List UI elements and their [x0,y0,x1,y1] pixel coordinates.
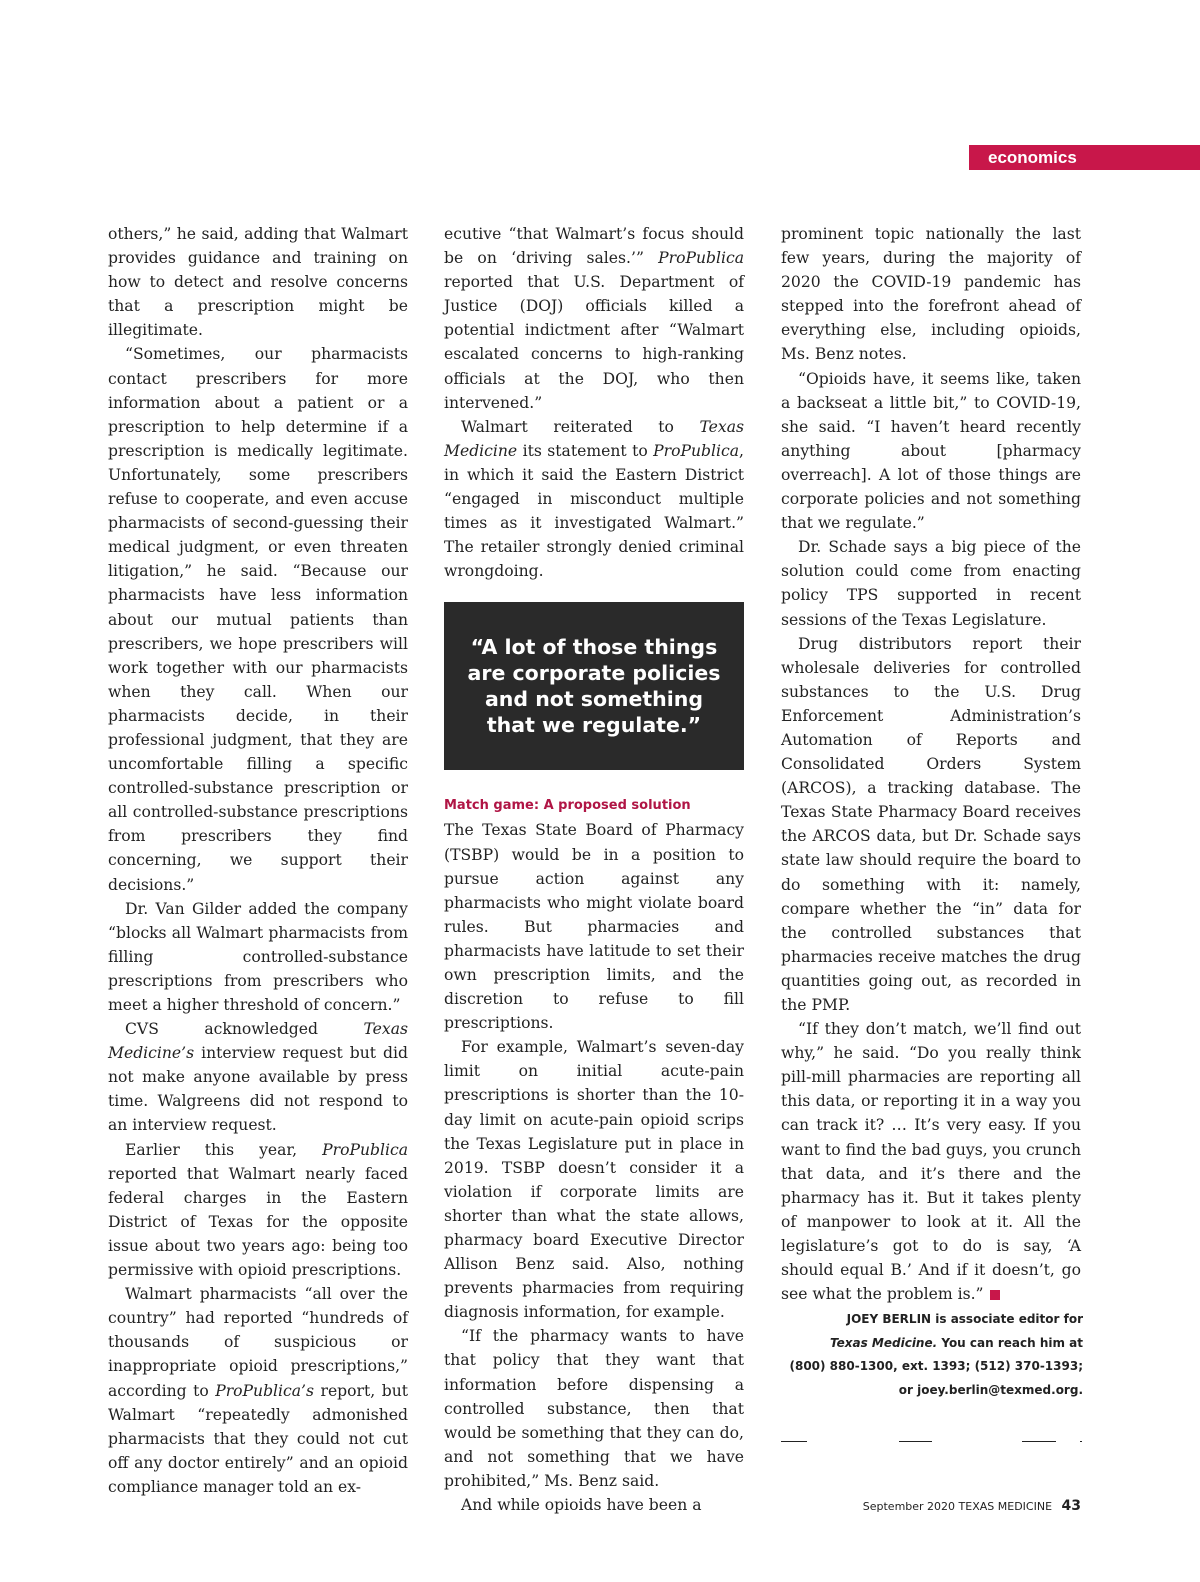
bio-line: Texas Medicine. You can reach him at [829,1335,1083,1350]
article-column-3 [781,222,1081,1306]
end-mark-icon [990,1290,1000,1300]
article-column-1 [108,222,408,1499]
paragraph: The Texas State Board of Pharmacy (TSBP) would be in a position to pursue action against any pharmacists who might violate board rules. But pharmacies and pharmacists have latitude to set their own prescription limits, and the discretion to refuse to fill prescriptions. [444,821,744,1033]
paragraph: “If they don’t match, we’ll find out why,” he said. “Do you really think pill-mill pharmacies are reporting all this data, or reporting it in a way you can track it? … It’s very easy. If you want to find the bad guys, you crunch that data, and it’s there and the pharmacy has it. But it takes plenty of manpower to look at it. All the legislature’s got to do is say, ‘A should equal B.’ And if it doesn’t, go see what the problem is.” [781,1020,1081,1304]
divider [781,1441,807,1442]
paragraph: Dr. Van Gilder added the company “blocks all Walmart pharmacists from filling controlled-substance prescriptions from prescribers who meet a higher threshold of concern.” [108,899,408,1014]
divider [1080,1441,1082,1442]
paragraph: For example, Walmart’s seven-day limit on initial acute-pain prescriptions is shorter than the 10-day limit on acute-pain opioid scrips the Texas Legislature put in place in 2019. TSBP doesn’t consider it a violation if corporate limits are shorter than what the state allows, pharmacy board Executive Director Allison Benz said. Also, nothing prevents pharmacies from requiring diagnosis information, for example. [444,1038,744,1322]
footer-date: September 2020 [862,1500,956,1513]
paragraph: ecutive “that Walmart’s focus should be on ‘driving sales.’” ProPublica reported that U.S. Department of Justice (DOJ) officials killed a potential indictment after “Walmart escalated concerns to high-ranking officials at the DOJ, who then intervened.” [444,225,744,412]
paragraph: CVS acknowledged Texas Medicine’s interview request but did not make anyone available by press time. Walgreens did not respond to an interview request. [108,1020,408,1135]
page-footer [863,1498,1081,1514]
pull-quote-text: “A lot of those things are corporate policies and not something that we regulate.” [467,635,721,738]
bio-line: or joey.berlin@texmed.org. [898,1382,1083,1397]
paragraph: others,” he said, adding that Walmart provides guidance and training on how to detect and resolve concerns that a prescription might be illegitimate. [108,225,408,340]
paragraph: “If the pharmacy wants to have that policy that they want that information before dispensing a controlled substance, then that would be something that they can do, and not something that we have prohibited,” Ms. Benz said. [444,1327,744,1490]
paragraph: “Opioids have, it seems like, taken a backseat a little bit,” to COVID-19, she said. “I haven’t heard recently anything about [pharmacy overreach]. A lot of those things are corporate policies and not something that we regulate.” [781,369,1081,533]
section-tab: economics [969,145,1200,170]
bio-line: JOEY BERLIN is associate editor for [846,1312,1083,1326]
author-bio [781,1308,1083,1402]
paragraph: Dr. Schade says a big piece of the solution could come from enacting policy TPS supported in recent sessions of the Texas Legislature. [781,538,1081,629]
pull-quote [444,602,744,770]
footer-publication: TEXAS MEDICINE [958,1500,1053,1513]
paragraph: “Sometimes, our pharmacists contact prescribers for more information about a patient or a prescription to help determine if a prescription is medically legitimate. Unfortunately, some prescribers refuse to cooperate, and even accuse pharmacists of second-guessing their medical judgment, or even threaten litigation,” he said. “Because our pharmacists have less information about our mutual patients than prescribers, we hope prescribers will work together with our pharmacists when they call. When our pharmacists decide, in their professional judgment, that they are uncomfortable filling a specific controlled-substance prescription or all controlled-substance prescriptions from prescribers they find concerning, we support their decisions.” [108,345,408,894]
paragraph: Earlier this year, ProPublica reported that Walmart nearly faced federal charges in the Eastern District of Texas for the opposite issue about two years ago: being too permissive with opioid prescriptions. [108,1140,408,1280]
article-column-2 [444,222,744,1517]
bio-line: (800) 880-1300, ext. 1393; (512) 370-1393; [789,1359,1083,1373]
divider [899,1441,932,1442]
paragraph: Drug distributors report their wholesale deliveries for controlled substances to the U.S. Drug Enforcement Administration’s Automation of Reports and Consolidated Orders System (ARCOS), a tracking database. The Texas State Pharmacy Board receives the ARCOS data, but Dr. Schade says state law should require the board to do something with it: namely, compare whether the “in” data for the controlled substances that pharmacies receive matches the drug quantities going out, as recorded in the PMP. [781,634,1081,1014]
divider [1022,1441,1056,1442]
page-number: 43 [1061,1498,1081,1514]
paragraph: prominent topic nationally the last few years, during the majority of 2020 the COVID-19 pandemic has stepped into the forefront ahead of everything else, including opioids, Ms. Benz notes. [781,225,1081,364]
paragraph: Walmart reiterated to Texas Medicine its statement to ProPublica, in which it said the Eastern District “engaged in misconduct multiple times as it investigated Walmart.” The retailer strongly denied criminal wrongdoing. [444,417,744,581]
subheading: Match game: A proposed solution [444,798,691,814]
paragraph: Walmart pharmacists “all over the country” had reported “hundreds of thousands of suspicious or inappropriate opioid prescriptions,” according to ProPublica’s report, but Walmart “repeatedly admonished pharmacists that they could not cut off any doctor entirely” and an opioid compliance manager told an ex- [108,1285,408,1496]
paragraph: And while opioids have been a [461,1496,702,1515]
